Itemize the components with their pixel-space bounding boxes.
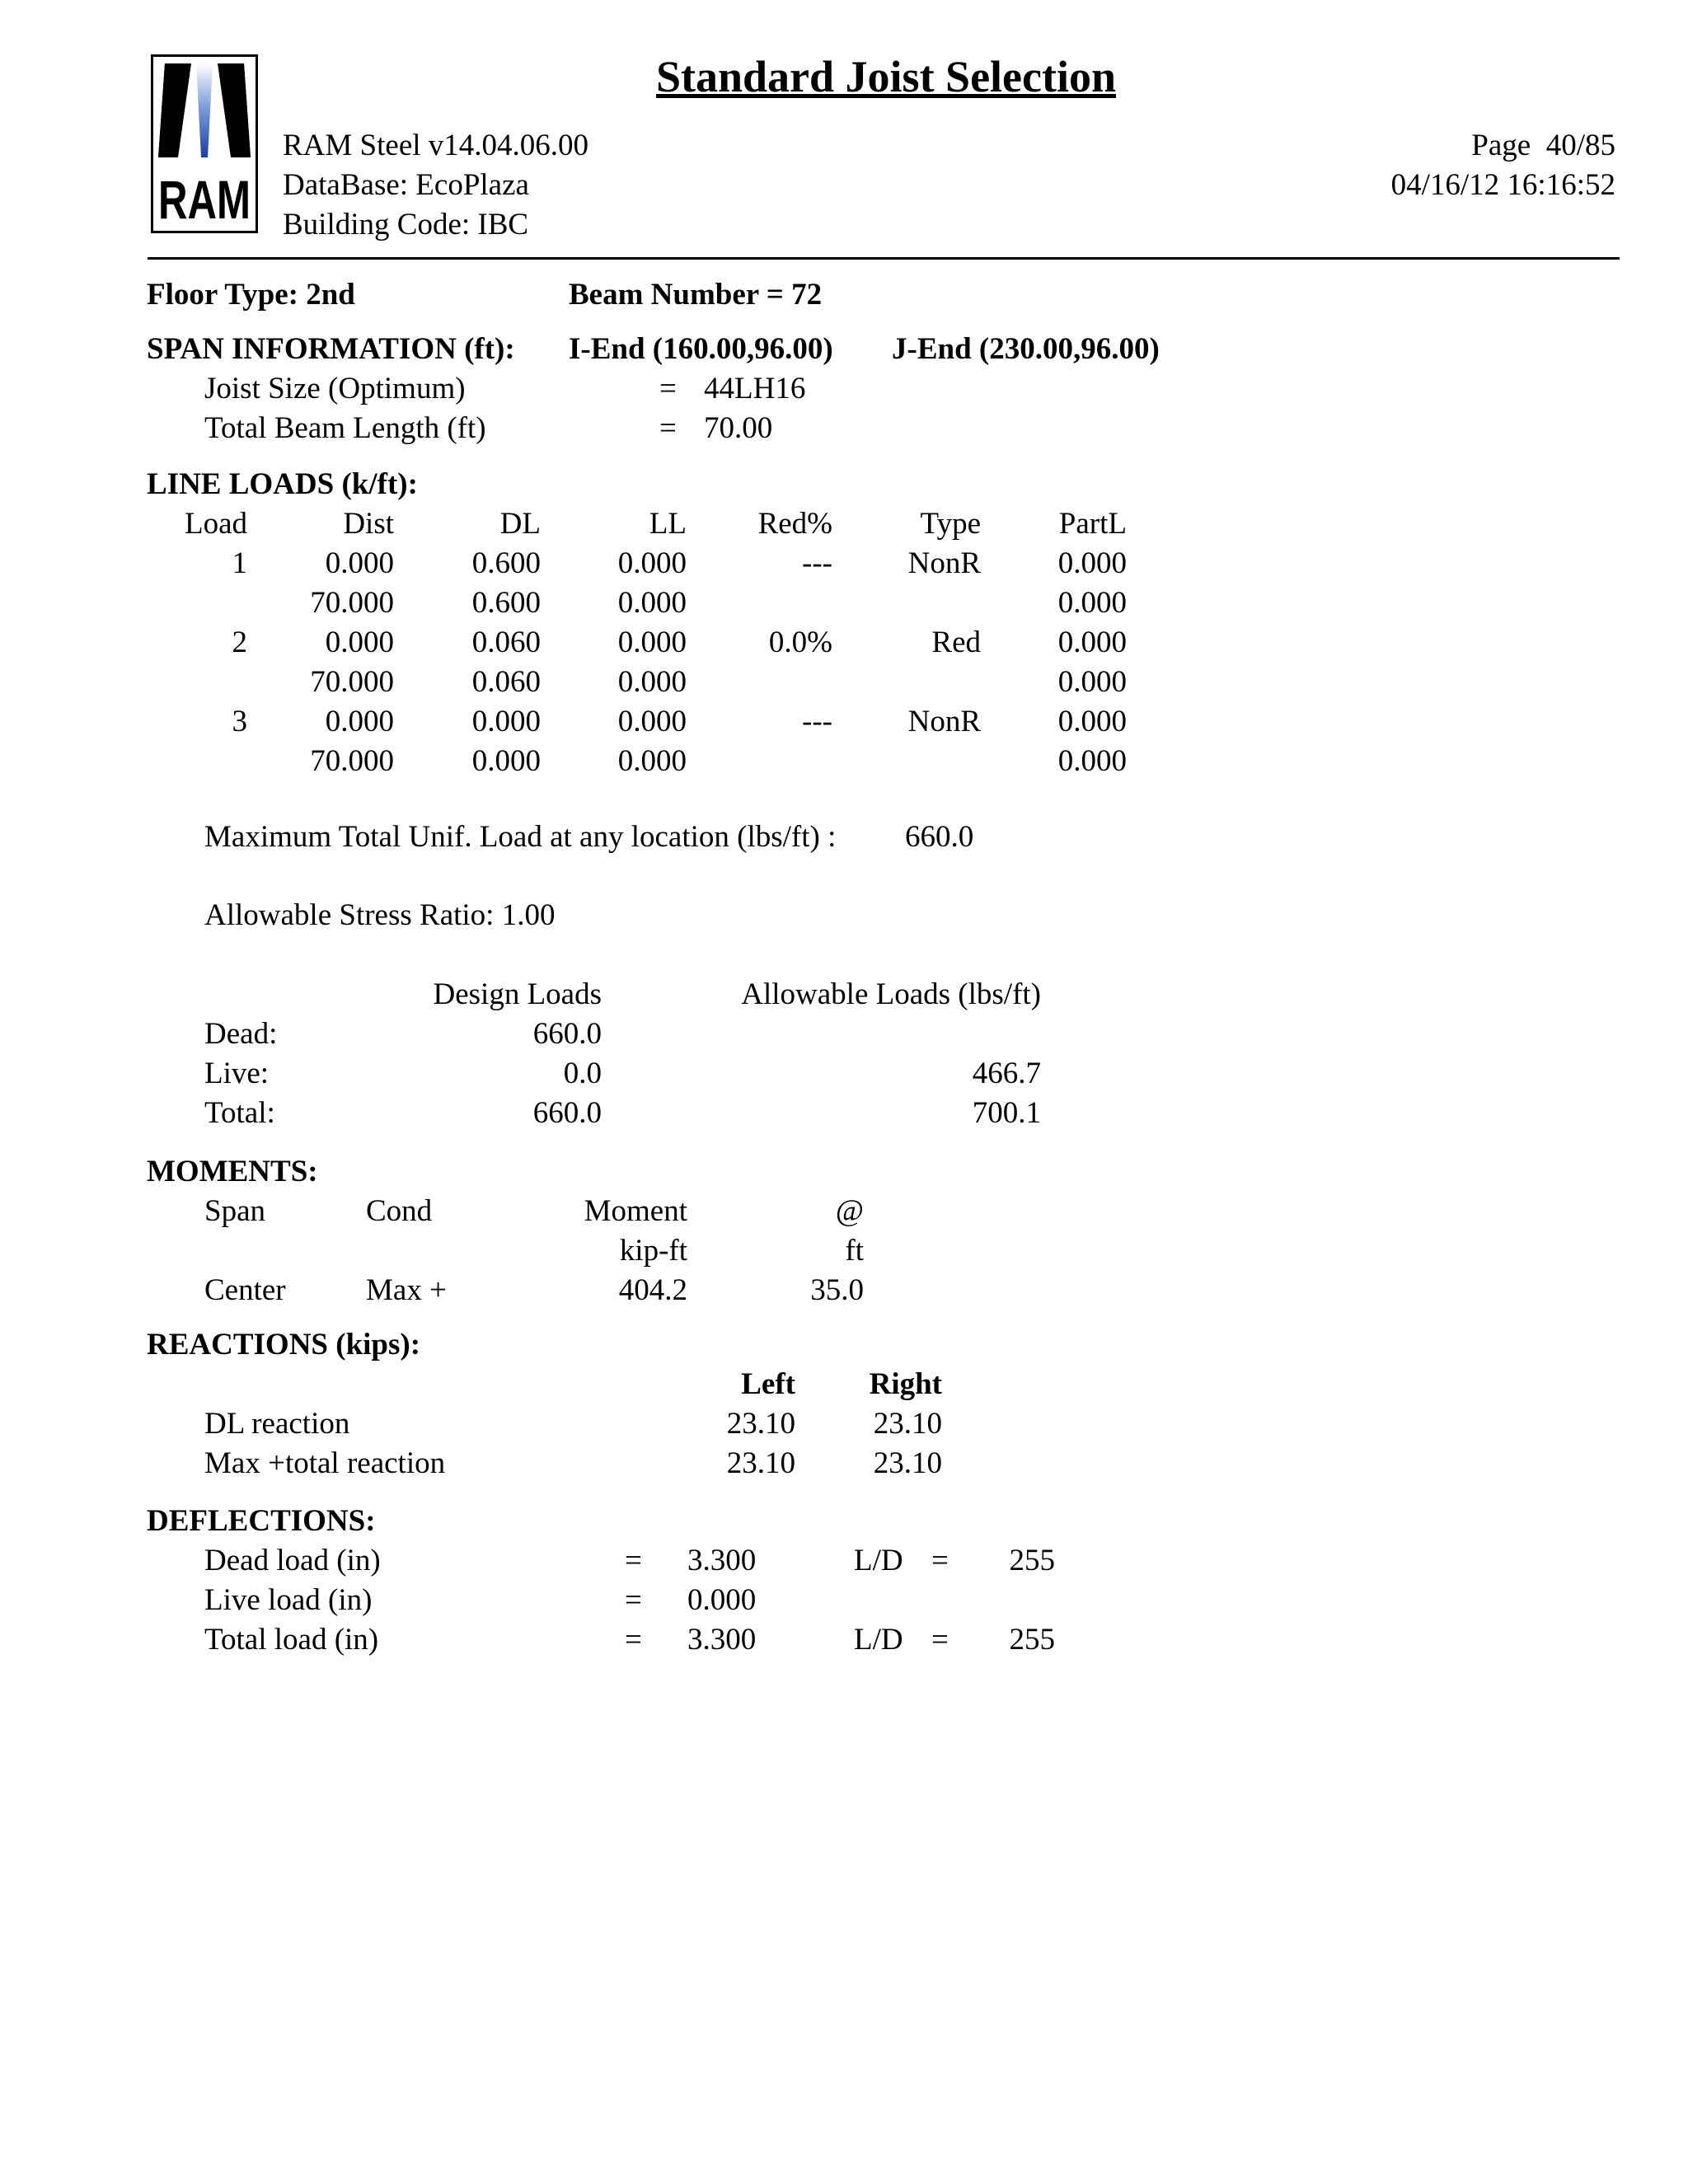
stress-ratio: Allowable Stress Ratio: 1.00 — [204, 898, 556, 932]
line-loads-cell-partl: 0.000 — [1057, 744, 1127, 778]
moments-cond-header: Cond — [366, 1194, 433, 1228]
line-loads-cell-partl: 0.000 — [1057, 705, 1127, 738]
software-version: RAM Steel v14.04.06.00 — [283, 129, 589, 162]
line-loads-cell-type: Red — [931, 626, 981, 659]
loads-row-label: Dead: — [204, 1017, 278, 1051]
reactions-right-header: Right — [869, 1367, 942, 1401]
page-number: Page 40/85 — [1471, 129, 1615, 162]
deflection-row-label: Total load (in) — [204, 1623, 379, 1657]
i-end-coords: I-End (160.00,96.00) — [569, 332, 833, 366]
line-loads-cell-type: NonR — [907, 705, 981, 738]
line-loads-cell-ll: 0.000 — [617, 744, 687, 778]
deflection-row-ld-value: 255 — [1009, 1544, 1055, 1577]
line-loads-cell-dl: 0.600 — [471, 586, 541, 620]
joist-size-label: Joist Size (Optimum) — [204, 372, 466, 405]
line-loads-cell-partl: 0.000 — [1057, 626, 1127, 659]
j-end-coords: J-End (230.00,96.00) — [892, 332, 1160, 366]
deflection-row-ld-eq: = — [931, 1544, 949, 1577]
line-loads-cell-red: --- — [802, 705, 832, 738]
line-loads-header-type: Type — [920, 507, 981, 541]
loads-row-design: 0.0 — [563, 1057, 602, 1090]
joist-size-eq: = — [659, 372, 677, 405]
loads-row-label: Live: — [204, 1057, 270, 1090]
report-datetime: 04/16/12 16:16:52 — [1390, 168, 1615, 202]
reactions-row-left: 23.10 — [726, 1407, 795, 1441]
building-code: Building Code: IBC — [283, 208, 529, 241]
moments-heading: MOMENTS: — [147, 1155, 318, 1188]
page-title: Standard Joist Selection — [655, 52, 1117, 101]
line-loads-cell-dl: 0.000 — [471, 744, 541, 778]
line-loads-cell-dl: 0.060 — [471, 665, 541, 699]
deflection-row-value: 3.300 — [687, 1623, 757, 1657]
line-loads-cell-load: 2 — [232, 626, 247, 659]
line-loads-cell-dl: 0.060 — [471, 626, 541, 659]
deflection-row-label: Dead load (in) — [204, 1544, 381, 1577]
line-loads-header-ll: LL — [649, 507, 687, 541]
deflection-row-eq: = — [625, 1544, 642, 1577]
reactions-row-left: 23.10 — [726, 1446, 795, 1480]
line-loads-header-dl: DL — [499, 507, 541, 541]
line-loads-header-red: Red% — [757, 507, 832, 541]
loads-row-design: 660.0 — [532, 1096, 602, 1130]
ram-logo-graphic — [153, 57, 256, 231]
design-loads-header: Design Loads — [433, 977, 602, 1011]
line-loads-cell-load: 3 — [232, 705, 247, 738]
beam-length-value: 70.00 — [704, 411, 773, 445]
line-loads-cell-ll: 0.000 — [617, 546, 687, 580]
line-loads-cell-dist: 70.000 — [310, 586, 394, 620]
loads-row-allowable: 700.1 — [972, 1096, 1041, 1130]
moments-moment-unit: kip-ft — [619, 1234, 687, 1268]
deflections-heading: DEFLECTIONS: — [147, 1504, 376, 1538]
reactions-row-label: Max +total reaction — [204, 1446, 446, 1480]
deflection-row-label: Live load (in) — [204, 1583, 373, 1617]
ram-logo — [151, 54, 258, 233]
database-name: DataBase: EcoPlaza — [283, 168, 529, 202]
beam-length-eq: = — [659, 411, 677, 445]
line-loads-cell-dist: 0.000 — [325, 626, 394, 659]
line-loads-cell-red: 0.0% — [768, 626, 832, 659]
line-loads-cell-dist: 0.000 — [325, 546, 394, 580]
joist-size-value: 44LH16 — [704, 372, 806, 405]
moments-at-header: @ — [835, 1194, 864, 1228]
span-info-heading: SPAN INFORMATION (ft): — [147, 332, 515, 366]
line-loads-cell-dist: 0.000 — [325, 705, 394, 738]
line-loads-cell-dl: 0.600 — [471, 546, 541, 580]
deflection-row-ld-value: 255 — [1009, 1623, 1055, 1657]
line-loads-cell-ll: 0.000 — [617, 586, 687, 620]
reactions-left-header: Left — [741, 1367, 795, 1401]
line-loads-header-load: Load — [184, 507, 247, 541]
line-loads-header-dist: Dist — [343, 507, 394, 541]
line-loads-cell-dl: 0.000 — [471, 705, 541, 738]
loads-row-label: Total: — [204, 1096, 275, 1130]
line-loads-heading: LINE LOADS (k/ft): — [147, 467, 418, 501]
reactions-row-right: 23.10 — [873, 1446, 942, 1480]
deflection-row-value: 3.300 — [687, 1544, 757, 1577]
deflection-row-ld-label: L/D — [854, 1544, 903, 1577]
allowable-loads-header: Allowable Loads (lbs/ft) — [741, 977, 1041, 1011]
line-loads-cell-ll: 0.000 — [617, 665, 687, 699]
line-loads-cell-ll: 0.000 — [617, 626, 687, 659]
deflection-row-ld-label: L/D — [854, 1623, 903, 1657]
moments-at-value: 35.0 — [810, 1273, 864, 1307]
moments-cond-value: Max + — [366, 1273, 447, 1307]
header-divider — [148, 257, 1620, 260]
line-loads-cell-partl: 0.000 — [1057, 546, 1127, 580]
moments-moment-value: 404.2 — [618, 1273, 687, 1307]
moments-span-header: Span — [204, 1194, 265, 1228]
reactions-row-label: DL reaction — [204, 1407, 350, 1441]
line-loads-cell-ll: 0.000 — [617, 705, 687, 738]
max-load-label: Maximum Total Unif. Load at any location (lbs/ft) : — [204, 820, 837, 854]
beam-length-label: Total Beam Length (ft) — [204, 411, 486, 445]
line-loads-cell-load: 1 — [232, 546, 247, 580]
line-loads-header-partl: PartL — [1058, 507, 1127, 541]
line-loads-cell-partl: 0.000 — [1057, 665, 1127, 699]
reactions-row-right: 23.10 — [873, 1407, 942, 1441]
svg-text:RAM: RAM — [158, 169, 251, 230]
line-loads-cell-dist: 70.000 — [310, 665, 394, 699]
max-load-value: 660.0 — [905, 820, 974, 854]
line-loads-cell-dist: 70.000 — [310, 744, 394, 778]
line-loads-cell-type: NonR — [907, 546, 981, 580]
deflection-row-value: 0.000 — [687, 1583, 757, 1617]
deflection-row-eq: = — [625, 1623, 642, 1657]
line-loads-cell-partl: 0.000 — [1057, 586, 1127, 620]
deflection-row-ld-eq: = — [931, 1623, 949, 1657]
loads-row-allowable: 466.7 — [972, 1057, 1041, 1090]
moments-at-unit: ft — [845, 1234, 864, 1268]
reactions-heading: REACTIONS (kips): — [147, 1328, 421, 1361]
moments-span-value: Center — [204, 1273, 286, 1307]
deflection-row-eq: = — [625, 1583, 642, 1617]
moments-moment-header: Moment — [584, 1194, 687, 1228]
floor-type: Floor Type: 2nd — [147, 278, 355, 312]
line-loads-cell-red: --- — [802, 546, 832, 580]
beam-number: Beam Number = 72 — [569, 278, 823, 312]
loads-row-design: 660.0 — [532, 1017, 602, 1051]
